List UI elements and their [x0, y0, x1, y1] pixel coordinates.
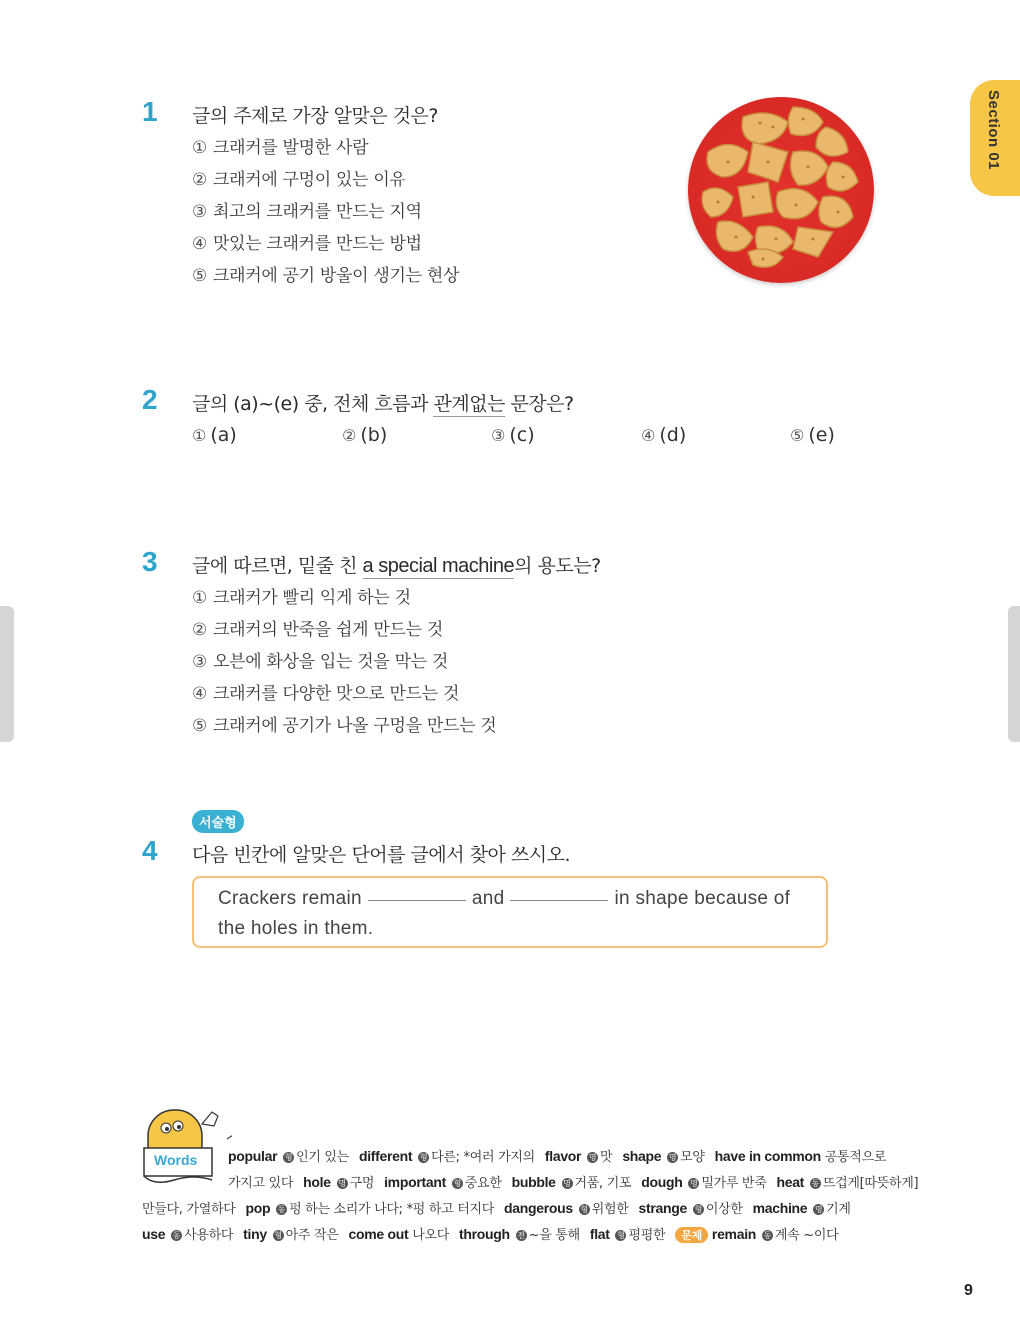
vocab-meaning: ~을 통해 — [528, 1228, 580, 1243]
part-of-speech-icon: 명 — [563, 1179, 571, 1188]
vocab-meaning: 뜨겁게[따뜻하게] — [822, 1176, 919, 1191]
question-2-text-post: 문장은? — [504, 393, 574, 415]
question-1-option-5 — [192, 260, 459, 292]
question-3-options — [192, 582, 496, 742]
vocab-word: flavor — [544, 1148, 582, 1164]
cracker-plate-image — [688, 97, 874, 283]
blank-1[interactable] — [368, 900, 466, 901]
question-4-number: 4 — [142, 835, 158, 866]
part-of-speech-icon: 형 — [419, 1153, 428, 1162]
question-2-option-3: ③ (c) — [491, 424, 535, 446]
answer-text-2: and — [471, 888, 505, 909]
question-3-option-4 — [192, 678, 496, 710]
section-tab — [970, 80, 1020, 196]
vocab-word: use — [142, 1226, 166, 1242]
vocab-word: dangerous — [503, 1200, 573, 1216]
option-text: 크래커에 공기 방울이 생기는 현상 — [212, 266, 460, 286]
question-3-number: 3 — [142, 546, 158, 577]
option-text: 크래커를 다양한 맛으로 만드는 것 — [212, 684, 460, 704]
vocab-meaning: 맛 — [600, 1150, 613, 1165]
vocab-meaning: 구멍 — [349, 1176, 375, 1191]
vocab-word: different — [358, 1148, 413, 1164]
words-line-4 — [142, 1224, 838, 1243]
vocab-word: flat — [589, 1226, 610, 1242]
vocab-word: heat — [776, 1174, 805, 1190]
option-number: ④ — [192, 234, 207, 254]
vocab-word: hole — [303, 1174, 331, 1190]
question-2-option-4: ④ (d) — [641, 424, 687, 446]
option-number: ③ — [192, 652, 207, 672]
vocab-meaning: 이상한 — [705, 1202, 743, 1217]
vocab-word: come out — [348, 1226, 409, 1242]
part-of-speech-icon: 형 — [274, 1231, 282, 1240]
option-text: 최고의 크래커를 만드는 지역 — [212, 202, 422, 222]
question-3-text-pre: 글에 따르면, 밑줄 친 — [192, 555, 363, 577]
words-logo-label: Words — [154, 1152, 198, 1168]
question-3-text — [192, 551, 601, 578]
vocab-word: pop — [245, 1200, 271, 1216]
option-text: 크래커의 반죽을 쉽게 만드는 것 — [212, 620, 443, 640]
question-1-options — [192, 132, 459, 292]
left-page-edge — [0, 606, 14, 742]
question-3-underlined: a special machine — [362, 555, 515, 577]
vocab-word: strange — [638, 1200, 687, 1216]
vocab-meaning: 공통적으로 — [824, 1150, 887, 1165]
vocab-meaning: 밀가루 반죽 — [701, 1176, 767, 1191]
option-text: 크래커에 구멍이 있는 이유 — [212, 170, 406, 190]
vocab-word: tiny — [243, 1226, 267, 1242]
question-1-text: 글의 주제로 가장 알맞은 것은? — [192, 105, 438, 127]
option-number: ⑤ — [192, 266, 207, 286]
words-line-1 — [228, 1146, 886, 1165]
option-number: ② — [192, 620, 207, 640]
part-of-speech-icon: 전 — [517, 1231, 525, 1240]
option-text: 크래커가 빨리 익게 하는 것 — [212, 588, 411, 608]
question-2-underlined: 관계없는 — [433, 393, 505, 415]
section-tab-label: Section 01 — [985, 90, 1002, 171]
part-of-speech-icon: 형 — [284, 1153, 293, 1162]
vocab-word: machine — [752, 1200, 808, 1216]
vocab-meaning: 중요한 — [464, 1176, 502, 1191]
vocab-meaning: 나오다 — [412, 1228, 449, 1243]
question-3-option-5 — [192, 710, 496, 742]
essay-type-badge: 서술형 — [192, 810, 244, 833]
part-of-speech-icon: 형 — [694, 1205, 703, 1214]
option-number: ① — [192, 138, 207, 158]
question-1-option-4 — [192, 228, 459, 260]
question-1-number: 1 — [142, 96, 158, 127]
part-of-speech-icon: 명 — [338, 1179, 346, 1188]
part-of-speech-icon: 동 — [811, 1179, 820, 1188]
option-number: ① — [192, 588, 207, 608]
question-2-option-2: ② (b) — [342, 424, 388, 446]
option-number: ⑤ — [192, 716, 207, 736]
vocab-word: have in common — [714, 1148, 821, 1164]
part-of-speech-icon: 명 — [588, 1153, 597, 1162]
right-page-edge — [1008, 606, 1020, 742]
vocab-meaning: 거품, 기포 — [574, 1176, 632, 1191]
question-2-option-5: ⑤ (e) — [790, 424, 835, 446]
vocab-meaning: 다른; *여러 가지의 — [431, 1150, 535, 1165]
question-2-text — [192, 389, 574, 416]
option-text: 맛있는 크래커를 만드는 방법 — [212, 234, 422, 254]
option-number: ④ — [192, 684, 207, 704]
vocab-word: important — [384, 1174, 446, 1190]
problem-tag: 문제 — [675, 1227, 708, 1243]
question-4-text: 다음 빈칸에 알맞은 단어를 글에서 찾아 쓰시오. — [192, 844, 571, 866]
vocab-word: through — [459, 1226, 510, 1242]
words-line-3 — [142, 1198, 851, 1217]
answer-box-line-1 — [218, 888, 790, 910]
part-of-speech-icon: 형 — [617, 1231, 625, 1240]
question-2-option-1: ① (a) — [192, 424, 237, 446]
words-logo — [142, 1104, 232, 1200]
vocab-meaning: 아주 작은 — [285, 1228, 339, 1243]
words-line-2 — [228, 1172, 918, 1191]
question-1-option-3 — [192, 196, 459, 228]
vocab-word: remain — [711, 1226, 757, 1242]
part-of-speech-icon: 형 — [580, 1205, 588, 1214]
vocab-meaning: 인기 있는 — [296, 1150, 349, 1165]
vocab-meaning: 사용하다 — [184, 1228, 234, 1243]
part-of-speech-icon: 형 — [453, 1179, 462, 1188]
vocab-meaning: 계속 ~이다 — [774, 1228, 839, 1243]
question-2-text-pre: 글의 (a)~(e) 중, 전체 흐름과 — [192, 393, 434, 415]
question-1-option-1 — [192, 132, 459, 164]
option-text: 오븐에 화상을 입는 것을 막는 것 — [212, 652, 449, 672]
part-of-speech-icon: 명 — [690, 1179, 698, 1188]
blank-2[interactable] — [510, 900, 608, 901]
vocab-meaning: 만들다, 가열하다 — [142, 1202, 236, 1217]
answer-box-line-2: the holes in them. — [218, 918, 374, 939]
question-3-option-3 — [192, 646, 496, 678]
answer-text-1: Crackers remain — [218, 888, 362, 909]
part-of-speech-icon: 동 — [763, 1231, 772, 1240]
question-3-text-post: 의 용도는? — [514, 555, 601, 577]
question-2-number: 2 — [142, 384, 158, 415]
part-of-speech-icon: 동 — [277, 1205, 286, 1214]
option-text: 크래커에 공기가 나올 구멍을 만드는 것 — [212, 716, 497, 736]
option-number: ③ — [192, 202, 207, 222]
vocab-meaning: 기계 — [826, 1202, 851, 1217]
vocab-word: dough — [641, 1174, 683, 1190]
option-number: ② — [192, 170, 207, 190]
vocab-meaning: 모양 — [680, 1150, 705, 1165]
answer-box — [192, 876, 828, 948]
question-1-option-2 — [192, 164, 459, 196]
vocab-meaning: 가지고 있다 — [228, 1176, 294, 1191]
vocab-word: shape — [622, 1148, 662, 1164]
question-3-option-2 — [192, 614, 496, 646]
part-of-speech-icon: 명 — [668, 1153, 677, 1162]
vocab-meaning: 위험한 — [591, 1202, 629, 1217]
part-of-speech-icon: 명 — [814, 1205, 823, 1214]
vocab-meaning: 평평한 — [628, 1228, 666, 1243]
part-of-speech-icon: 동 — [172, 1231, 181, 1240]
question-3-option-1 — [192, 582, 496, 614]
answer-text-3: in shape because of — [614, 888, 791, 909]
crackers-illustration — [688, 97, 874, 283]
vocab-word: bubble — [511, 1174, 556, 1190]
vocab-word: popular — [228, 1148, 278, 1164]
page-number: 9 — [964, 1282, 973, 1299]
option-text: 크래커를 발명한 사람 — [212, 138, 369, 158]
vocab-meaning: 펑 하는 소리가 나다; *펑 하고 터지다 — [289, 1202, 494, 1217]
